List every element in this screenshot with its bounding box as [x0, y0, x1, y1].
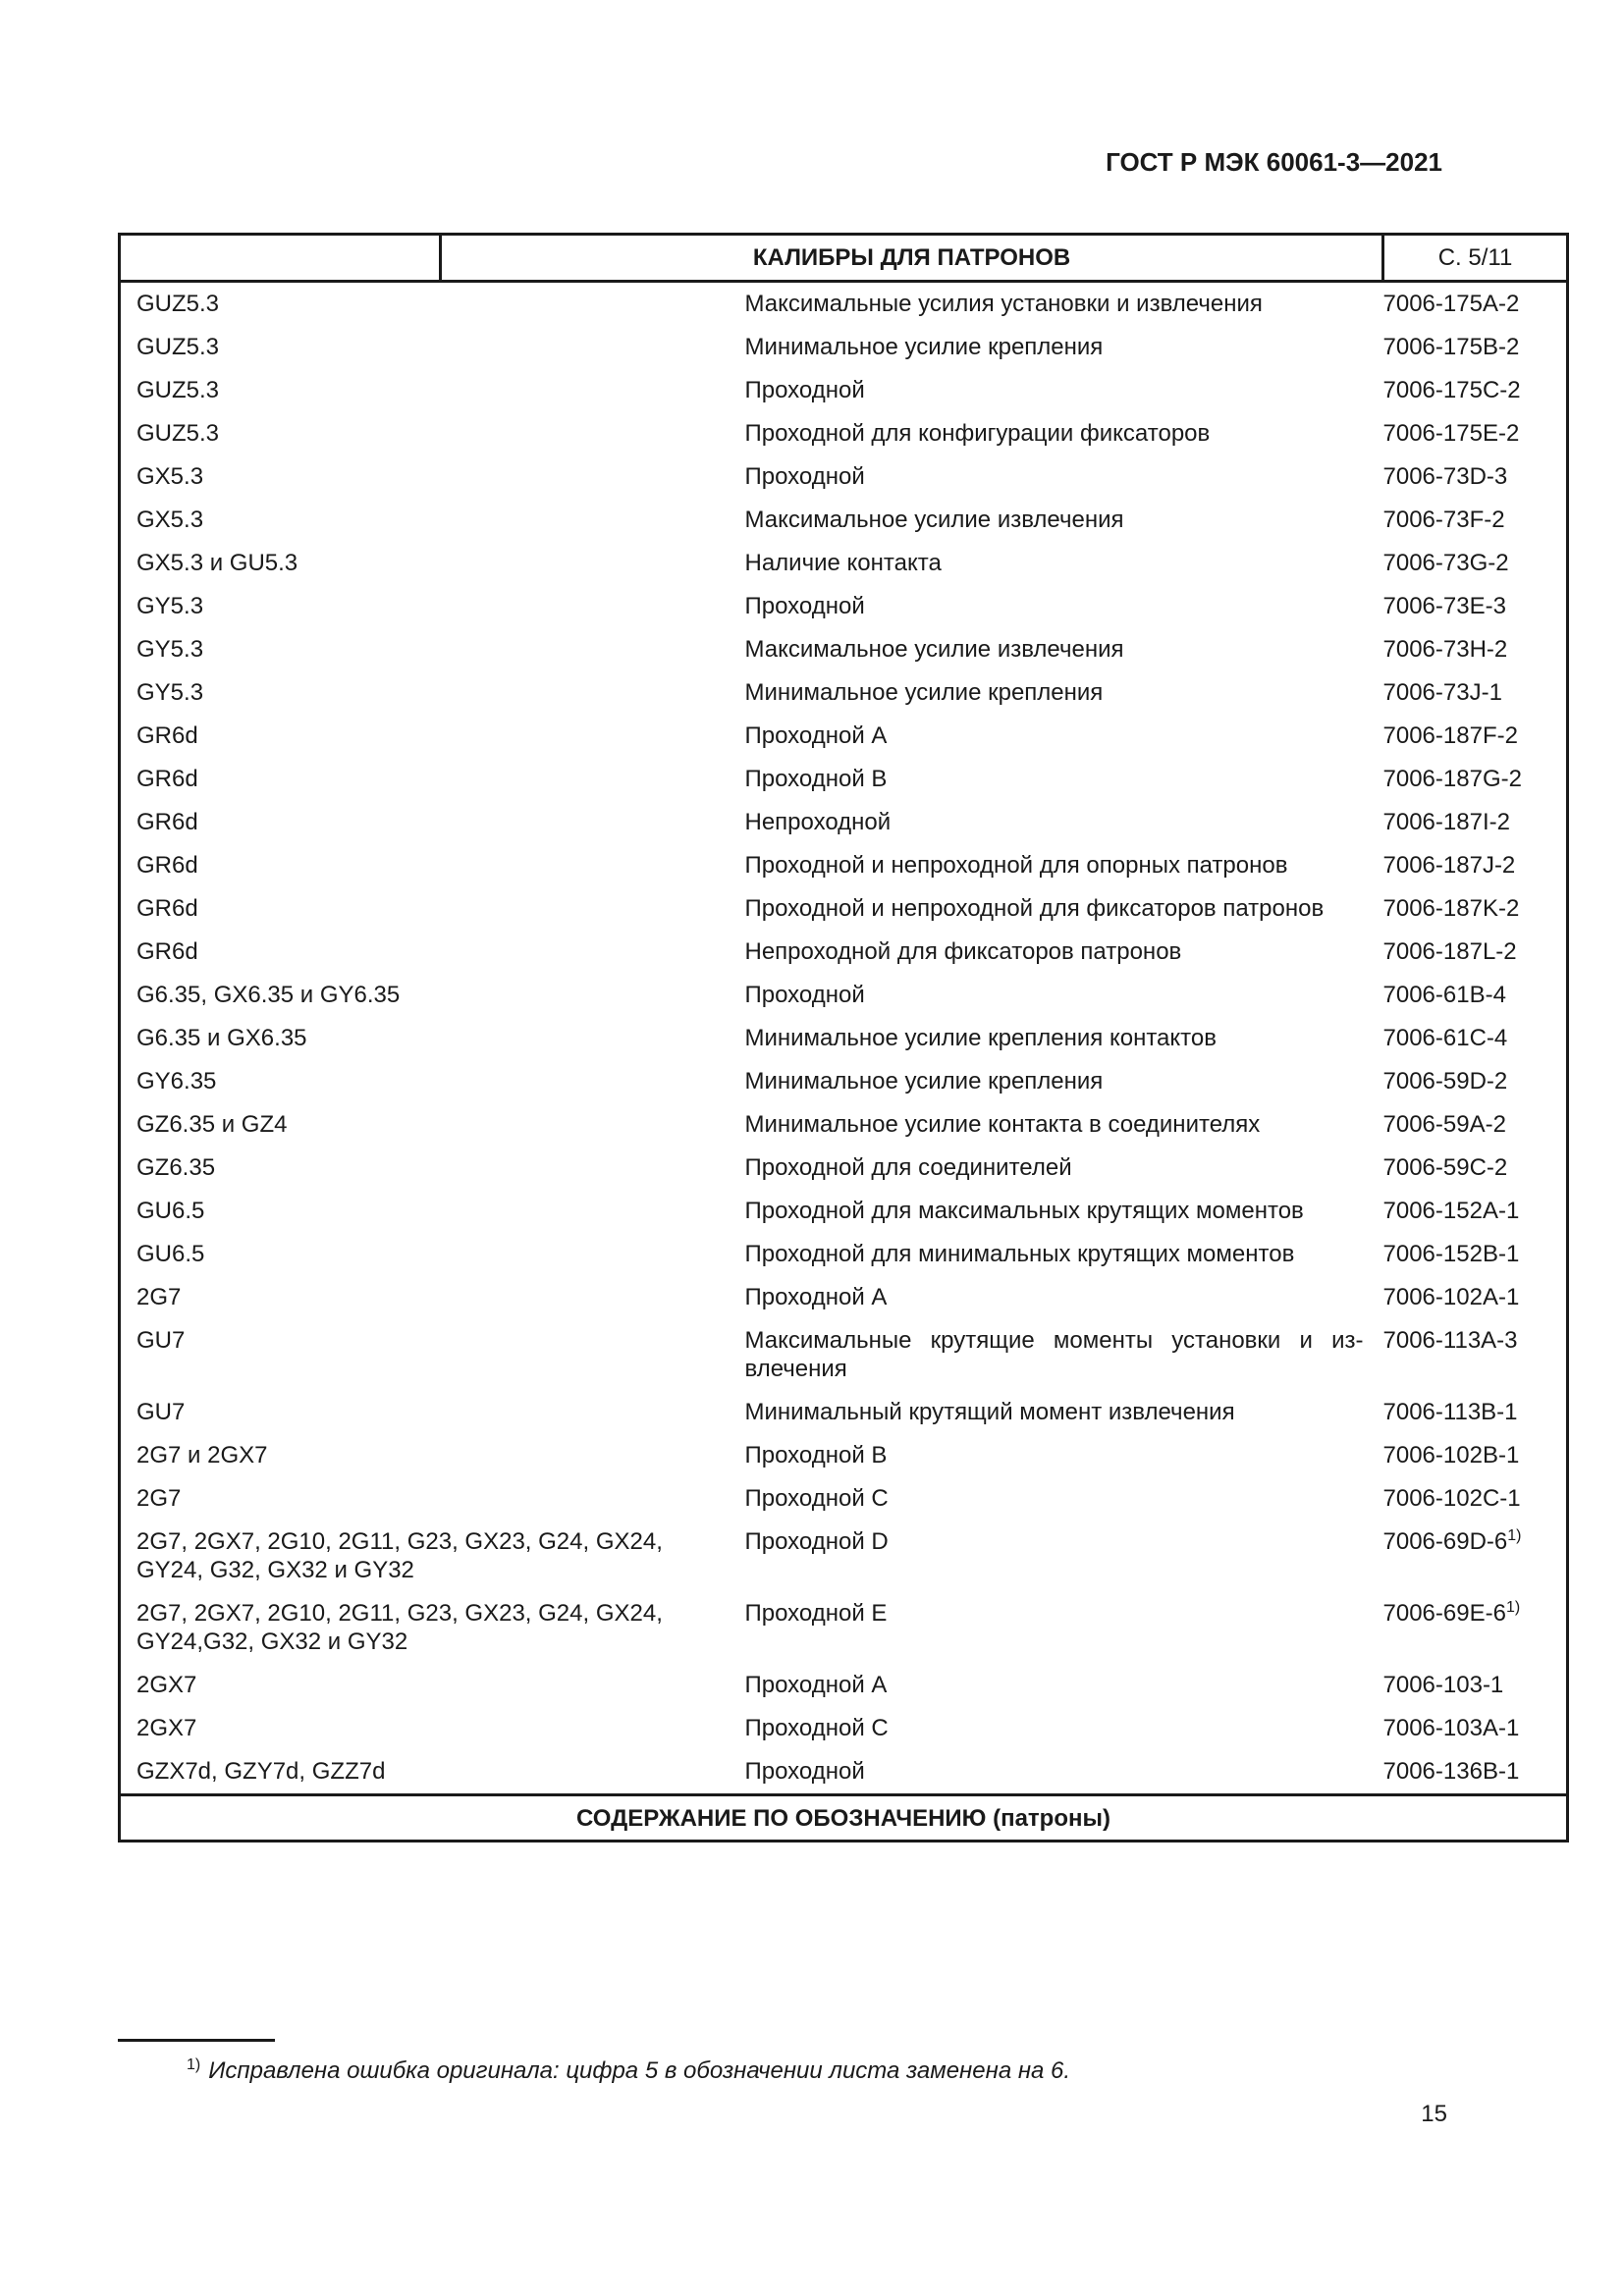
sheet-number: 7006-136B-1 [1382, 1758, 1520, 1785]
sheet-number-cell [1383, 585, 1568, 628]
lamp-base-cell: GU7 [120, 1319, 745, 1391]
table-row [120, 542, 1568, 585]
table-row [120, 1276, 1568, 1319]
sheet-number-cell [1383, 1707, 1568, 1750]
table-row [120, 282, 1568, 327]
table-row [120, 715, 1568, 758]
sheet-number: 7006-175A-2 [1382, 291, 1520, 317]
gauge-name-cell: Минимальное усилие контакта в соединителях [744, 1111, 1261, 1138]
sheet-number-cell [1383, 1147, 1568, 1190]
table-footer-title: СОДЕРЖАНИЕ ПО ОБОЗНАЧЕНИЮ (патроны) [120, 1795, 1568, 1842]
sheet-number: 7006-103-1 [1382, 1672, 1504, 1698]
sheet-number: 7006-59D-2 [1382, 1068, 1508, 1095]
gauge-name-cell: Непроходной для фиксаторов патронов [744, 938, 1182, 965]
gauge-name-cell: Непроходной [744, 809, 892, 835]
lamp-base-cell: GY5.3 [120, 628, 745, 671]
gauge-name-cell: Проходной C [744, 1485, 889, 1512]
gauge-name-cell: Минимальное усилие крепления [744, 1068, 1104, 1095]
sheet-number-cell [1383, 282, 1568, 327]
table-row [120, 887, 1568, 931]
sheet-number-cell [1383, 1434, 1568, 1477]
gauge-name-cell: Минимальный крутящий момент извлечения [744, 1399, 1235, 1425]
sheet-number-cell [1383, 758, 1568, 801]
table-row [120, 1017, 1568, 1060]
lamp-base-cell: GR6d [120, 801, 745, 844]
table-row [120, 974, 1568, 1017]
lamp-base-cell: GU6.5 [120, 1233, 745, 1276]
sheet-number: 7006-73H-2 [1382, 636, 1508, 663]
gauge-name-cell: Проходной для конфигурации фиксаторов [744, 420, 1211, 447]
table-row [120, 1750, 1568, 1795]
gauge-name-cell: Проходной [744, 1758, 865, 1785]
sheet-number: 7006-73E-3 [1382, 593, 1506, 619]
footnote-text: Исправлена ошибка оригинала: цифра 5 в обозначении листа заменена на 6. [208, 2057, 1071, 2084]
lamp-base-cell: GZ6.35 и GZ4 [120, 1103, 745, 1147]
lamp-base-cell: 2G7 и 2GX7 [120, 1434, 745, 1477]
gauge-name-cell: Проходной E [744, 1600, 888, 1627]
lamp-base-cell: GUZ5.3 [120, 282, 745, 327]
sheet-number-cell [1383, 1521, 1568, 1592]
gauge-name-cell: Проходной B [744, 1442, 888, 1468]
gauge-name-cell: Минимальное усилие крепления контактов [744, 1025, 1217, 1051]
table-row [120, 801, 1568, 844]
sheet-number: 7006-175B-2 [1382, 334, 1520, 360]
sheet-number: 7006-187L-2 [1382, 938, 1517, 965]
gauge-name-cell: Максимальное усилие извлечения [744, 636, 1124, 663]
lamp-base-cell: G6.35 и GX6.35 [120, 1017, 745, 1060]
table-row [120, 585, 1568, 628]
sheet-number-cell [1383, 1060, 1568, 1103]
table-row [120, 1103, 1568, 1147]
sheet-number-cell [1383, 326, 1568, 369]
table-row [120, 628, 1568, 671]
gauge-name-cell: Проходной и непроходной для фиксаторов патронов [744, 895, 1325, 922]
sheet-number: 7006-175E-2 [1382, 420, 1520, 447]
sheet-number: 7006-59A-2 [1382, 1111, 1506, 1138]
sheet-number: 7006-102C-1 [1382, 1485, 1521, 1512]
lamp-base-cell: GUZ5.3 [120, 326, 745, 369]
table-row [120, 499, 1568, 542]
table-row [120, 1592, 1568, 1664]
sheet-number-cell [1383, 1592, 1568, 1664]
table-row [120, 1233, 1568, 1276]
sheet-number: 7006-73D-3 [1382, 463, 1508, 490]
lamp-base-cell: GR6d [120, 844, 745, 887]
lamp-base-cell: GY5.3 [120, 671, 745, 715]
sheet-number: 7006-102A-1 [1382, 1284, 1520, 1310]
sheet-number-cell [1383, 412, 1568, 455]
sheet-number-cell [1383, 1103, 1568, 1147]
lamp-base-cell: 2G7 [120, 1276, 745, 1319]
lamp-base-cell: 2G7 [120, 1477, 745, 1521]
sheet-number-cell [1383, 369, 1568, 412]
table-row [120, 1147, 1568, 1190]
sheet-number-cell [1383, 931, 1568, 974]
sheet-number-cell [1383, 1233, 1568, 1276]
header-empty-cell [120, 235, 441, 282]
sheet-number-cell [1383, 1391, 1568, 1434]
sheet-number: 7006-69D-6 [1382, 1528, 1508, 1555]
table-row [120, 671, 1568, 715]
sheet-number-cell [1383, 1664, 1568, 1707]
gauge-name-cell: Проходной [744, 593, 865, 619]
sheet-number-cell [1383, 542, 1568, 585]
sheet-number-cell [1383, 887, 1568, 931]
lamp-base-cell: G6.35, GX6.35 и GY6.35 [120, 974, 745, 1017]
table-header-row [120, 235, 1568, 282]
lamp-base-cell: GU6.5 [120, 1190, 745, 1233]
gauge-name-cell: Наличие контакта [744, 550, 942, 576]
table-row [120, 1707, 1568, 1750]
lamp-base-cell: GX5.3 и GU5.3 [120, 542, 745, 585]
document-header: ГОСТ Р МЭК 60061-3—2021 [1106, 147, 1442, 177]
gauge-name-cell: Минимальное усилие крепления [744, 679, 1104, 706]
gauge-name-cell: Максимальное усилие извлечения [744, 507, 1124, 533]
gauge-name-cell: Проходной для максимальных крутящих моментов [744, 1198, 1304, 1224]
table-footer-row [120, 1795, 1568, 1842]
lamp-base-cell: GUZ5.3 [120, 412, 745, 455]
table-row [120, 1477, 1568, 1521]
lamp-base-cell: GY5.3 [120, 585, 745, 628]
sheet-number: 7006-73F-2 [1382, 507, 1505, 533]
sheet-number-cell [1383, 801, 1568, 844]
sheet-number: 7006-187I-2 [1382, 809, 1510, 835]
lamp-base-cell: 2G7, 2GX7, 2G10, 2G11, G23, GX23, G24, GX24, GY24,G32, GX32 и GY32 [120, 1592, 745, 1664]
lamp-base-cell: GX5.3 [120, 455, 745, 499]
gauge-name-cell: Проходной B [744, 766, 888, 792]
sheet-number: 7006-175C-2 [1382, 377, 1521, 403]
footnote-ref: 1) [1507, 1527, 1522, 1544]
gauge-name-cell: Проходной A [744, 1672, 888, 1698]
footnote-ref: 1) [1505, 1599, 1521, 1616]
lamp-base-cell: 2GX7 [120, 1707, 745, 1750]
sheet-number-cell [1383, 1190, 1568, 1233]
sheet-number-cell [1383, 671, 1568, 715]
footnote-marker: 1) [187, 2056, 201, 2073]
gauge-name-cell: Проходной [744, 982, 865, 1008]
sheet-number: 7006-102B-1 [1382, 1442, 1520, 1468]
sheet-number: 7006-59C-2 [1382, 1154, 1508, 1181]
gauge-name-cell: Проходной для соединителей [744, 1154, 1072, 1181]
sheet-number-cell [1383, 628, 1568, 671]
table-row [120, 412, 1568, 455]
lamp-base-cell: GZ6.35 [120, 1147, 745, 1190]
sheet-number-cell [1383, 974, 1568, 1017]
table-row [120, 1664, 1568, 1707]
gauge-name-cell: Минимальное усилие крепления [744, 334, 1104, 360]
lamp-base-cell: 2GX7 [120, 1664, 745, 1707]
gauge-name-cell: Проходной A [744, 722, 888, 749]
sheet-number: 7006-187J-2 [1382, 852, 1516, 879]
sheet-number: 7006-73J-1 [1382, 679, 1502, 706]
sheet-number-cell [1383, 1477, 1568, 1521]
sheet-number-cell [1383, 1276, 1568, 1319]
table-row [120, 758, 1568, 801]
section-title: КАЛИБРЫ ДЛЯ ПАТРОНОВ [441, 235, 1383, 282]
gauges-table [118, 233, 1569, 1842]
lamp-base-cell: GR6d [120, 758, 745, 801]
lamp-base-cell: GZX7d, GZY7d, GZZ7d [120, 1750, 745, 1795]
lamp-base-cell: GR6d [120, 715, 745, 758]
footnote [187, 2057, 1070, 2085]
gauge-name-cell: Проходной [744, 463, 865, 490]
table-row [120, 369, 1568, 412]
sheet-number: 7006-187F-2 [1382, 722, 1518, 749]
lamp-base-cell: GR6d [120, 931, 745, 974]
lamp-base-cell: GUZ5.3 [120, 369, 745, 412]
table-row [120, 844, 1568, 887]
footnote-rule [118, 2039, 275, 2042]
gauge-name-cell: Проходной для минимальных крутящих моментов [744, 1241, 1295, 1267]
table-row [120, 1190, 1568, 1233]
sheet-number-cell [1383, 499, 1568, 542]
sheet-number-cell [1383, 715, 1568, 758]
gauge-name-cell: Проходной A [744, 1284, 888, 1310]
sheet-number-cell [1383, 1750, 1568, 1795]
sheet-number: 7006-152A-1 [1382, 1198, 1520, 1224]
sheet-number-cell [1383, 455, 1568, 499]
sheet-number: 7006-61B-4 [1382, 982, 1506, 1008]
sheet-number: 7006-113A-3 [1382, 1327, 1518, 1354]
page-number: 15 [1421, 2101, 1447, 2127]
lamp-base-cell: GU7 [120, 1391, 745, 1434]
sheet-number: 7006-73G-2 [1382, 550, 1509, 576]
sheet-number-cell [1383, 844, 1568, 887]
lamp-base-cell: GY6.35 [120, 1060, 745, 1103]
lamp-base-cell: GX5.3 [120, 499, 745, 542]
sheet-number: 7006-69E-6 [1382, 1600, 1506, 1627]
gauge-name-cell: Проходной и непроходной для опорных патронов [744, 852, 1288, 879]
sheet-number: 7006-61C-4 [1382, 1025, 1508, 1051]
lamp-base-cell: GR6d [120, 887, 745, 931]
page-reference: С. 5/11 [1383, 235, 1568, 282]
table-row [120, 1521, 1568, 1592]
lamp-base-cell: 2G7, 2GX7, 2G10, 2G11, G23, GX23, G24, GX24, GY24, G32, GX32 и GY32 [120, 1521, 745, 1592]
table-row [120, 1060, 1568, 1103]
sheet-number: 7006-187G-2 [1382, 766, 1522, 792]
sheet-number: 7006-152B-1 [1382, 1241, 1520, 1267]
sheet-number: 7006-113B-1 [1382, 1399, 1518, 1425]
sheet-number-cell [1383, 1017, 1568, 1060]
sheet-number: 7006-103A-1 [1382, 1715, 1520, 1741]
table-row [120, 455, 1568, 499]
gauge-name-cell: Проходной D [744, 1528, 889, 1555]
table-row [120, 1434, 1568, 1477]
gauge-name-cell: Максимальные усилия установки и извлечения [744, 291, 1263, 317]
sheet-number-cell [1383, 1319, 1568, 1391]
gauge-name-cell: Проходной C [744, 1715, 889, 1741]
table-row [120, 326, 1568, 369]
gauge-name-cell: Проходной [744, 377, 865, 403]
table-row [120, 931, 1568, 974]
sheet-number: 7006-187K-2 [1382, 895, 1520, 922]
table-row [120, 1319, 1568, 1391]
table-row [120, 1391, 1568, 1434]
gauge-name-cell: Максимальные крутящие моменты установки и извлечения [744, 1327, 1364, 1382]
